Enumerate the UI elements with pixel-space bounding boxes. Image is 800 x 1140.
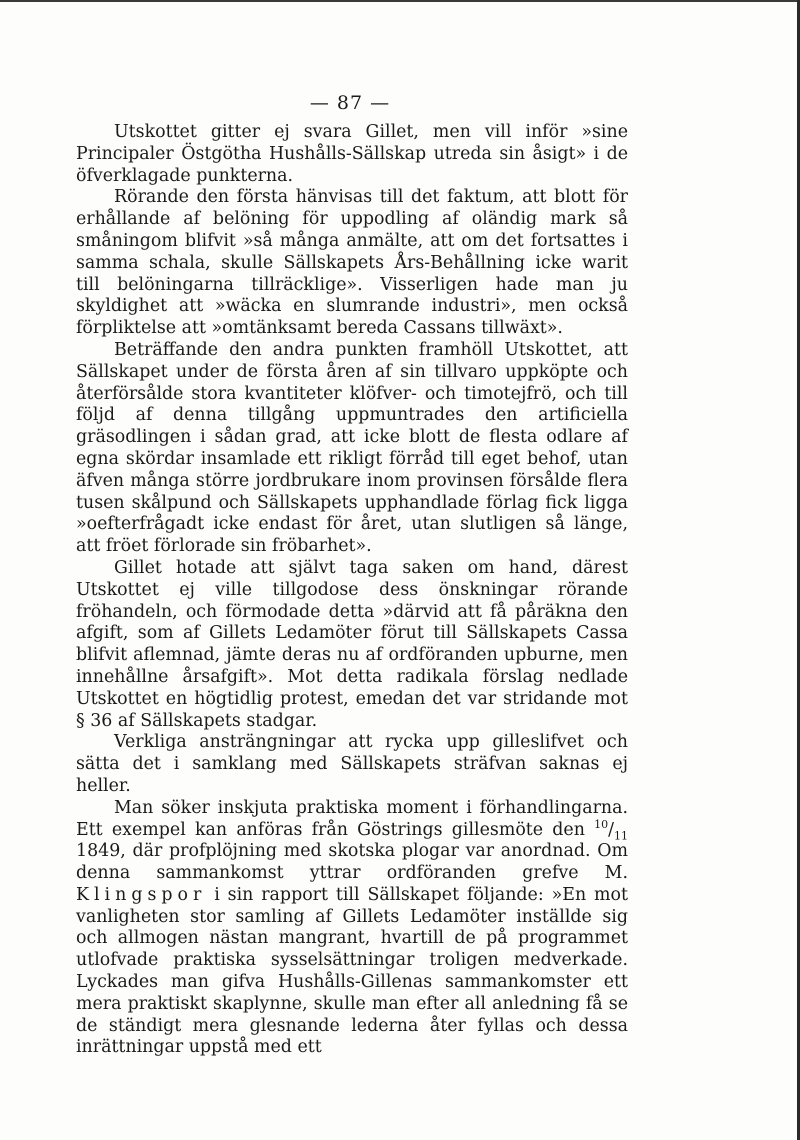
spaced-name: Klingspor (76, 884, 207, 905)
paragraph-2: Rörande den första hänvisas till det faktum, att blott för erhållande af belöning för uppodling af oländig mark så småningom blifvit »så många anmälte, att om det fortsattes i samma schala, skulle Sällskapets Års-Behållning icke warit till belöningarna tillräcklige». Visserligen hade man ju skyldighet att »wäcka en slumrande industri», men också förpliktelse att »omtänksamt bereda Cassans tillwäxt». (76, 187, 628, 339)
paragraph-6-part-2: 1849, där profplöjning med skotska plogar var anordnad. Om denna sammankomst yttrar ordföranden grefve M. (76, 841, 628, 884)
scan-edge-top (0, 0, 800, 2)
date-numerator: 10 (594, 817, 609, 831)
date-denominator: 11 (614, 828, 628, 842)
page-number: — 87 — (309, 92, 391, 114)
paragraph-6: Man söker inskjuta praktiska moment i förhandlingarna. Ett exempel kan anföras från Göstrings gillesmöte den $^{10}/_{11}$ 1849, där profplöjning med skotska plogar var anordnad. Om denna sammankomst yttrar ordföranden grefve M. Klingspor i sin rapport till Sällskapet följande: »En mot vanligheten stor samling af Gillets Ledamöter inställde sig och allmogen nästan mangrant, hvartill de på programmet utlofvade praktiska sysselsättningar troligen medverkade. Lyckades man gifva Hushålls-Gillenas sammankomster ett mera praktiskt skaplynne, skulle man efter all anledning få se de ständigt mera glesnande lederna åter fyllas och dessa inrättningar uppstå med ett (76, 797, 628, 1058)
paragraph-1: Utskottet gitter ej svara Gillet, men vill inför »sine Principaler Östgötha Hushålls-Sällskap utreda sin åsigt» i de öfverklagade punkterna. (76, 122, 628, 186)
paragraph-6-part-1: Man söker inskjuta praktiska moment i förhandlingarna. Ett exempel kan anföras från Göstrings gillesmöte den (76, 797, 628, 840)
paragraph-6-part-3: i sin rapport till Sällskapet följande: »En mot vanligheten stor samling af Gillets Ledamöter inställde sig och allmogen nästan mangrant, hvartill de på programmet utlofvade praktiska sysselsättningar troligen medverkade. Lyckades man gifva Hushålls-Gillenas sammankomster ett mera praktiskt skaplynne, skulle man efter all anledning få se de ständigt mera glesnande lederna åter fyllas och dessa inrättningar uppstå med ett (76, 884, 628, 1058)
body-text (76, 122, 628, 1059)
paragraph-5: Verkliga ansträngningar att rycka upp gilleslifvet och sätta det i samklang med Sällskapets sträfvan saknas ej heller. (76, 732, 628, 796)
paragraph-4: Gillet hotade att självt taga saken om hand, därest Utskottet ej ville tillgodose dess önskningar rörande fröhandeln, och förmodade detta »därvid att få påräkna den afgift, som af Gillets Ledamöter förut till Sällskapets Cassa blifvit aflemnad, jämte deras nu af ordföranden upburne, men innehållne årsafgift». Mot detta radikala förslag nedlade Utskottet en högtidlig protest, emedan det var stridande mot § 36 af Sällskapets stadgar. (76, 557, 628, 731)
paragraph-3: Beträffande den andra punkten framhöll Utskottet, att Sällskapet under de första åren af sin tillvaro uppköpte och återförsålde stora kvantiteter klöfver- och timotejfrö, och till följd af denna tillgång uppmuntrades den artificiella gräsodlingen i sådan grad, att icke blott de flesta odlare af egna skördar insamlade ett rikligt förråd till eget behof, utan äfven många större jordbrukare inom provinsen försålde flera tusen skålpund och Sällskapets upphandlade förlag fick ligga »oefterfrågadt icke endast för året, utan slutligen så länge, att fröet förlorade sin fröbarhet». (76, 339, 628, 557)
